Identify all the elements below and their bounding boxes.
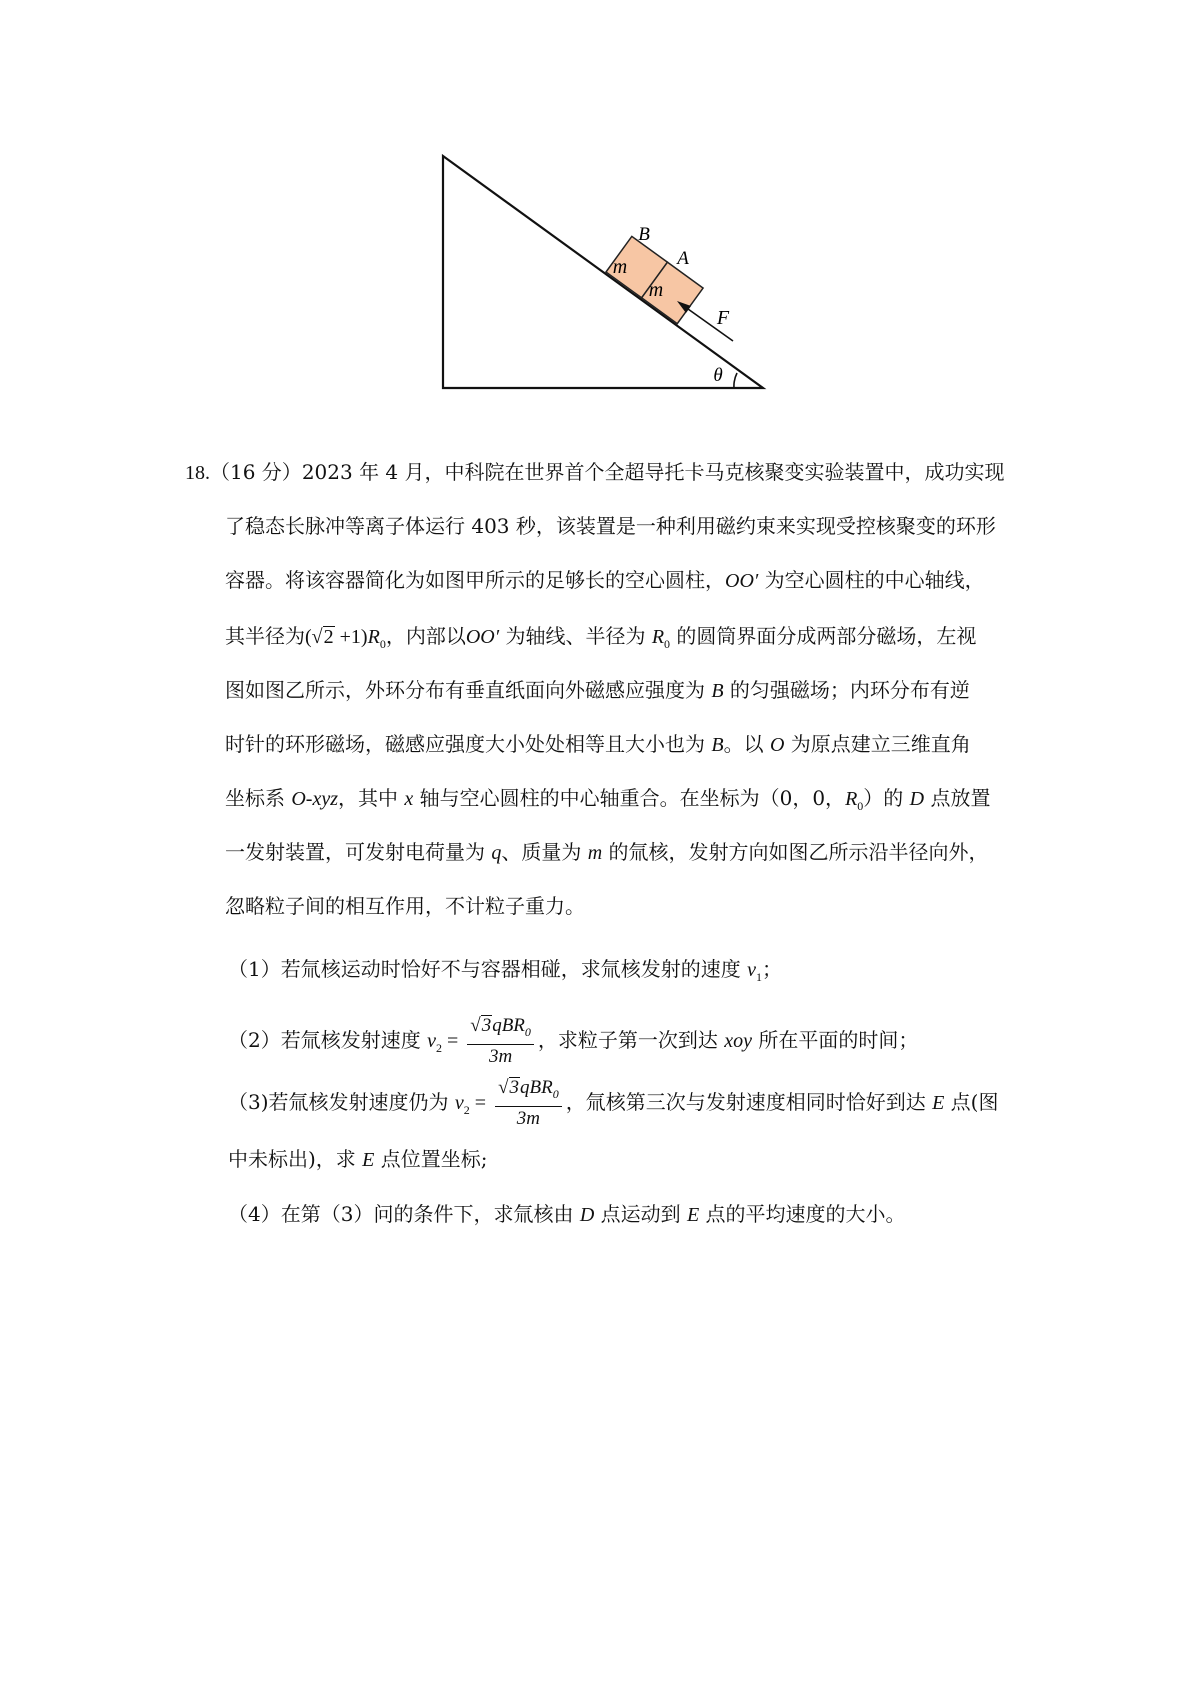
block-A-letter: A (677, 248, 689, 269)
problem-line-4 (225, 622, 976, 658)
angle-label: θ (713, 365, 723, 386)
problem-text: 点(图 (944, 1090, 999, 1114)
math: E (686, 1204, 700, 1226)
problem-text: 中未标出)，求 (228, 1147, 363, 1171)
problem-text: 容器。将该容器简化为如图甲所示的足够长的空心圆柱， (225, 568, 725, 592)
problem-text: （1）若氚核运动时恰好不与容器相碰，求氚核发射的速度 (228, 957, 748, 981)
math: q (491, 842, 502, 864)
mass-A-label: m (648, 279, 664, 301)
block-B-letter: B (638, 224, 650, 245)
problem-text: ，其中 (338, 786, 405, 810)
math: 2 (463, 1103, 470, 1117)
problem-line-8 (225, 838, 989, 867)
problem-text: 点的平均速度的大小。 (699, 1202, 906, 1226)
axis-symbol: OO′ (465, 626, 500, 648)
math: D (579, 1204, 595, 1226)
math: O-xyz (291, 788, 338, 810)
math: qBR (520, 1077, 553, 1099)
math: D (909, 788, 925, 810)
problem-text: 、质量为 (501, 840, 588, 864)
problem-line-6 (225, 730, 971, 759)
problem-text: 坐标系 (225, 786, 292, 810)
problem-text: 的氚核，发射方向如图乙所示沿半径向外， (602, 840, 989, 864)
problem-line-1 (185, 458, 1005, 487)
problem-text: ，氚核第三次与发射速度相同时恰好到达 (565, 1090, 933, 1114)
problem-line-3 (225, 566, 985, 595)
problem-line-2 (225, 512, 996, 540)
angle-arc (734, 373, 737, 388)
math: 3 (481, 1015, 492, 1037)
problem-text: 为轴线、半径为 (499, 624, 652, 648)
math: B (711, 680, 724, 702)
math: 2 (323, 626, 334, 648)
incline-triangle (443, 156, 763, 388)
question-3 (228, 1074, 998, 1138)
incline-figure (0, 0, 1200, 430)
math: 3m (516, 1107, 540, 1129)
problem-text: 忽略粒子间的相互作用，不计粒子重力。 (225, 894, 585, 918)
math: +1) (334, 626, 368, 648)
question-2 (228, 1012, 918, 1076)
math: ( (305, 626, 312, 648)
question-1 (228, 955, 782, 991)
fraction: $\frac{√3qBR_0}{3m}$ (495, 1076, 562, 1131)
problem-text: 了稳态长脉冲等离子体运行 403 秒，该装置是一种利用磁约束来实现受控核聚变的环形 (225, 514, 996, 538)
force-label: F (716, 307, 730, 329)
question-3-cont (228, 1145, 488, 1174)
problem-line-9 (225, 892, 585, 920)
math: 3 (509, 1077, 519, 1099)
problem-text: 所在平面的时间； (752, 1028, 919, 1052)
problem-text: 的圆筒界面分成两部分磁场，左视 (670, 624, 977, 648)
math: R (845, 788, 858, 810)
math: R (367, 626, 380, 648)
problem-text: （3)若氚核发射速度仍为 (228, 1090, 455, 1114)
math: E (932, 1092, 945, 1114)
problem-text: 的匀强磁场；内环分布有逆 (723, 678, 970, 702)
math: qBR (492, 1015, 525, 1037)
problem-text: 点放置 (924, 786, 991, 810)
problem-text: ）的 (863, 786, 910, 810)
problem-text: 为空心圆柱的中心轴线， (758, 568, 985, 592)
problem-text: ，内部以 (385, 624, 466, 648)
problem-line-5 (225, 676, 970, 705)
math: B (711, 734, 724, 756)
problem-text: 点位置坐标; (374, 1147, 488, 1171)
math: = (441, 1030, 464, 1052)
problem-text: ，求粒子第一次到达 (537, 1028, 725, 1052)
math: m (587, 842, 603, 864)
math: = (469, 1092, 492, 1114)
math: v (747, 959, 756, 981)
fraction: $\frac{√3qBR_0}{3m}$ (467, 1014, 534, 1069)
problem-text: 。以 (723, 732, 770, 756)
math: 0 (379, 637, 386, 651)
math: E (362, 1149, 375, 1171)
problem-text: 其半径为 (225, 624, 305, 648)
sqrt-sign: √ (311, 626, 323, 648)
problem-text: 图如图乙所示，外环分布有垂直纸面向外磁感应强度为 (225, 678, 712, 702)
axis-symbol: OO′ (725, 570, 759, 592)
problem-text: 为原点建立三维直角 (784, 732, 971, 756)
math: R (651, 626, 665, 648)
math: 0 (664, 637, 671, 651)
math: 0 (552, 1086, 559, 1101)
problem-text: 轴与空心圆柱的中心轴重合。在坐标为（0，0， (413, 786, 846, 810)
math: v (454, 1092, 464, 1114)
problem-text: 点运动到 (594, 1202, 687, 1226)
math: O (769, 734, 785, 756)
question-4 (228, 1200, 906, 1229)
problem-text: （4）在第（3）问的条件下，求氚核由 (228, 1202, 580, 1226)
math: 0 (857, 799, 864, 813)
math: 2 (435, 1041, 442, 1055)
problem-line-7 (225, 784, 990, 820)
math: 1 (755, 970, 762, 984)
math: v (427, 1030, 436, 1052)
problem-points: （16 分） (210, 460, 302, 484)
math: 3m (488, 1045, 513, 1067)
math: xoy (724, 1030, 753, 1052)
math: x (404, 788, 414, 810)
math: 0 (524, 1024, 531, 1039)
mass-B-label: m (612, 256, 628, 278)
problem-text: ； (761, 957, 782, 981)
problem-text: 一发射装置，可发射电荷量为 (225, 840, 492, 864)
problem-text: 2023 年 4 月，中科院在世界首个全超导托卡马克核聚变实验装置中，成功实现 (301, 460, 1005, 484)
problem-text: （2）若氚核发射速度 (228, 1028, 428, 1052)
problem-number: 18. (185, 462, 210, 484)
problem-text: 时针的环形磁场，磁感应强度大小处处相等且大小也为 (225, 732, 712, 756)
